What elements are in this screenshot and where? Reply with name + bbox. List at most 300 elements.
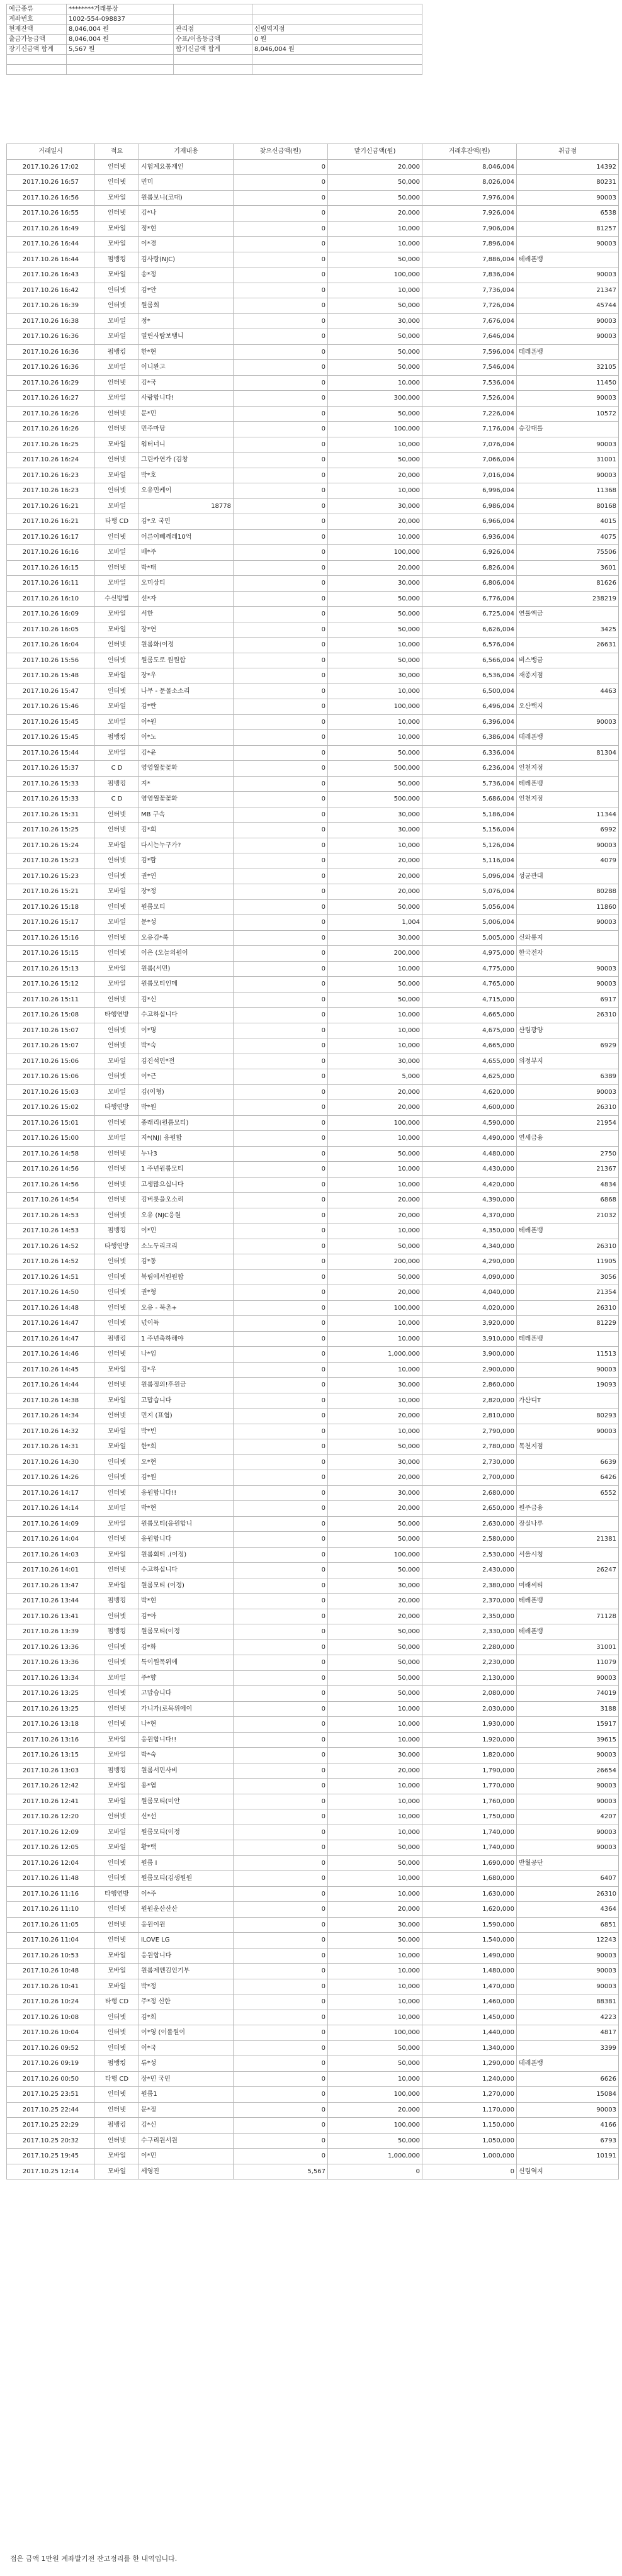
table-cell: 0 <box>234 1008 328 1023</box>
table-cell: 90003 <box>517 1948 619 1964</box>
table-cell: 50,000 <box>328 1516 422 1532</box>
table-cell: 6,936,004 <box>422 529 517 545</box>
table-cell: 0 <box>234 1670 328 1686</box>
column-header: 거래일시 <box>7 144 95 160</box>
table-cell: 모바일 <box>95 1825 139 1840</box>
table-cell: 2017.10.26 14:03 <box>7 1547 95 1563</box>
table-cell: 박*정 <box>139 1979 234 1994</box>
table-row <box>7 267 619 283</box>
table-cell: 오유민케이 <box>139 483 234 499</box>
table-cell: 30,000 <box>328 1917 422 1933</box>
table-row <box>7 1038 619 1054</box>
table-cell: 1,620,000 <box>422 1902 517 1918</box>
table-cell: 2017.10.26 15:21 <box>7 884 95 900</box>
table-cell: 30,000 <box>328 1485 422 1501</box>
table-cell: 원룸모티(김생원원 <box>139 1871 234 1887</box>
table-cell: 모바일 <box>95 1670 139 1686</box>
table-cell: 0 <box>234 761 328 777</box>
table-cell: 26247 <box>517 1563 619 1578</box>
table-cell: 26310 <box>517 1886 619 1902</box>
table-cell: 영영월꽃꽃화 <box>139 792 234 807</box>
table-row <box>7 1902 619 1918</box>
table-cell: 238219 <box>517 591 619 607</box>
table-cell: 6,626,004 <box>422 622 517 638</box>
table-cell: 10,000 <box>328 437 422 453</box>
table-cell: 4,665,000 <box>422 1008 517 1023</box>
table-cell: 15917 <box>517 1717 619 1733</box>
table-cell: 2017.10.26 15:48 <box>7 668 95 684</box>
table-cell: 2017.10.26 15:46 <box>7 699 95 715</box>
table-cell: 10,000 <box>328 2071 422 2087</box>
table-row <box>7 514 619 530</box>
table-cell: 3,910,000 <box>422 1331 517 1347</box>
table-cell: 2017.10.26 15:17 <box>7 915 95 931</box>
table-cell: 넋이듁 <box>139 1316 234 1332</box>
table-row <box>7 2164 619 2179</box>
table-cell: 타행연방 <box>95 1239 139 1254</box>
table-cell: MB 구속 <box>139 807 234 823</box>
table-cell: 2017.10.26 13:44 <box>7 1594 95 1609</box>
table-cell: 인천지점 <box>517 761 619 777</box>
table-cell: 30,000 <box>328 823 422 838</box>
table-cell: 3601 <box>517 560 619 576</box>
table-cell: 1 주년원룸모티 <box>139 1162 234 1178</box>
table-cell: 1,740,000 <box>422 1840 517 1856</box>
table-cell: 1,340,000 <box>422 2040 517 2056</box>
table-cell: 0 <box>234 1100 328 1116</box>
table-cell: 4,600,000 <box>422 1100 517 1116</box>
table-cell: 장*정 <box>139 884 234 900</box>
table-cell: 50,000 <box>328 1855 422 1871</box>
table-cell: 인터넷 <box>95 1609 139 1624</box>
table-cell: 90003 <box>517 2102 619 2118</box>
table-cell: 다시는누구가? <box>139 838 234 853</box>
table-cell: 90003 <box>517 1084 619 1100</box>
table-row <box>7 1948 619 1964</box>
table-cell: 0 <box>234 899 328 915</box>
table-cell: 0 <box>234 1763 328 1779</box>
table-cell: 0 <box>234 1193 328 1208</box>
table-cell: 1,630,000 <box>422 1886 517 1902</box>
table-cell: 90003 <box>517 1424 619 1439</box>
table-cell: 모바일 <box>95 884 139 900</box>
table-row <box>7 329 619 345</box>
table-row <box>7 714 619 730</box>
table-row <box>7 853 619 869</box>
table-cell: 4,020,000 <box>422 1300 517 1316</box>
table-cell: 수고하십니다 <box>139 1008 234 1023</box>
table-cell: 모바일 <box>95 1578 139 1594</box>
table-cell: 2017.10.26 13:47 <box>7 1578 95 1594</box>
table-cell: 인터넷 <box>95 2025 139 2041</box>
table-cell: 6,496,004 <box>422 699 517 715</box>
table-cell: 2017.10.26 14:34 <box>7 1409 95 1424</box>
table-cell: 테레폰뱅 <box>517 1624 619 1640</box>
table-cell: 5,567 <box>234 2164 328 2179</box>
table-cell: 2017.10.26 15:45 <box>7 714 95 730</box>
table-cell: 모바일 <box>95 668 139 684</box>
table-row <box>7 313 619 329</box>
table-cell: 2017.10.26 15:44 <box>7 745 95 761</box>
table-cell: 0 <box>234 1208 328 1223</box>
table-cell: 10,000 <box>328 1871 422 1887</box>
table-cell: 인터넷 <box>95 1809 139 1825</box>
table-cell: 5,686,004 <box>422 792 517 807</box>
table-cell: 2017.10.26 16:23 <box>7 483 95 499</box>
table-cell: 0 <box>234 992 328 1008</box>
table-cell: 4,350,000 <box>422 1223 517 1239</box>
table-cell: 2,080,000 <box>422 1686 517 1702</box>
table-cell: 0 <box>234 1454 328 1470</box>
table-cell: 71128 <box>517 1609 619 1624</box>
table-cell: 11450 <box>517 375 619 391</box>
table-cell: 2017.10.26 15:01 <box>7 1115 95 1131</box>
table-cell: 3056 <box>517 1269 619 1285</box>
table-cell: 6,576,004 <box>422 638 517 653</box>
table-cell: 20,000 <box>328 869 422 884</box>
table-cell: 2017.10.26 10:53 <box>7 1948 95 1964</box>
table-cell: 30,000 <box>328 313 422 329</box>
table-cell: 인터넷 <box>95 1454 139 1470</box>
table-cell: 인터넷 <box>95 1023 139 1038</box>
table-row <box>7 1547 619 1563</box>
table-cell: 1,000,000 <box>422 2149 517 2164</box>
table-cell: 7,596,004 <box>422 344 517 360</box>
table-cell: 한*희 <box>139 1439 234 1455</box>
table-cell: 6,386,004 <box>422 730 517 746</box>
table-cell: 인터넷 <box>95 869 139 884</box>
table-cell: 2017.10.26 15:08 <box>7 1008 95 1023</box>
table-cell: 나*현 <box>139 1717 234 1733</box>
table-cell: 0 <box>234 591 328 607</box>
table-row <box>7 1239 619 1254</box>
table-cell: 김*원 <box>139 1470 234 1486</box>
table-cell: 0 <box>234 1316 328 1332</box>
table-cell: 2017.10.26 16:55 <box>7 206 95 222</box>
table-cell: 테레폰뱅 <box>517 1223 619 1239</box>
table-cell: 3188 <box>517 1701 619 1717</box>
table-cell: 0 <box>234 745 328 761</box>
table-cell: 11344 <box>517 807 619 823</box>
table-row <box>7 1825 619 1840</box>
table-cell: 김*희 <box>139 823 234 838</box>
table-row <box>7 422 619 437</box>
table-cell: 4015 <box>517 514 619 530</box>
table-cell: 1,440,000 <box>422 2025 517 2041</box>
table-cell: 0 <box>234 1485 328 1501</box>
table-cell: 0 <box>234 776 328 792</box>
table-cell: 2017.10.25 22:29 <box>7 2118 95 2134</box>
table-row <box>7 683 619 699</box>
table-cell: 0 <box>234 1794 328 1809</box>
summary-value <box>252 65 422 75</box>
table-cell: 50,000 <box>328 1146 422 1162</box>
table-cell: 0 <box>234 344 328 360</box>
table-cell: 원룸도로 원원합 <box>139 653 234 668</box>
table-cell: 0 <box>234 159 328 175</box>
column-header: 취급점 <box>517 144 619 160</box>
table-cell: 0 <box>234 483 328 499</box>
table-cell: 0 <box>234 529 328 545</box>
table-cell: 0 <box>234 2087 328 2103</box>
table-cell: 0 <box>234 1470 328 1486</box>
table-row <box>7 1594 619 1609</box>
table-cell: 2017.10.26 17:02 <box>7 159 95 175</box>
table-row <box>7 1609 619 1624</box>
table-row <box>7 2056 619 2072</box>
table-cell: 10,000 <box>328 1331 422 1347</box>
table-cell: 2017.10.26 16:05 <box>7 622 95 638</box>
table-cell: 0 <box>234 714 328 730</box>
table-cell: 0 <box>234 1269 328 1285</box>
table-cell: 4,975,000 <box>422 946 517 962</box>
table-cell: 2017.10.26 15:07 <box>7 1023 95 1038</box>
table-cell: 원룸모티(응원합니 <box>139 1516 234 1532</box>
summary-value <box>252 14 422 25</box>
table-cell: 2017.10.26 16:17 <box>7 529 95 545</box>
table-cell: 0 <box>234 1594 328 1609</box>
table-cell: 모바일 <box>95 2149 139 2164</box>
table-cell: 30,000 <box>328 1054 422 1069</box>
table-row <box>7 1516 619 1532</box>
table-cell: 7,896,004 <box>422 237 517 252</box>
table-cell: 50,000 <box>328 591 422 607</box>
table-row <box>7 622 619 638</box>
table-cell: 26310 <box>517 1300 619 1316</box>
table-cell: 6,500,004 <box>422 683 517 699</box>
table-cell: C D <box>95 761 139 777</box>
table-cell: 모바일 <box>95 237 139 252</box>
table-cell: 모바일 <box>95 1424 139 1439</box>
table-cell: 모바일 <box>95 699 139 715</box>
table-cell: 연세금융 <box>517 1131 619 1147</box>
table-cell: 2017.10.26 15:18 <box>7 899 95 915</box>
table-cell: 10,000 <box>328 714 422 730</box>
table-row <box>7 884 619 900</box>
table-cell: 인터넷 <box>95 175 139 191</box>
table-cell: 0 <box>234 1886 328 1902</box>
table-cell: 0 <box>234 1131 328 1147</box>
table-row <box>7 1300 619 1316</box>
table-cell: 인터넷 <box>95 1717 139 1733</box>
table-cell: 2017.10.26 16:57 <box>7 175 95 191</box>
table-cell: 산림광양 <box>517 1023 619 1038</box>
table-cell: 2,680,000 <box>422 1485 517 1501</box>
table-cell: 50,000 <box>328 2056 422 2072</box>
table-cell: 0 <box>234 1409 328 1424</box>
table-cell: 4,775,000 <box>422 961 517 977</box>
table-cell: 2017.10.26 15:24 <box>7 838 95 853</box>
table-cell: 3399 <box>517 2040 619 2056</box>
table-cell: 인터넷 <box>95 1208 139 1223</box>
table-cell: 펌뱅킹 <box>95 344 139 360</box>
table-cell: 20,000 <box>328 1594 422 1609</box>
table-cell: 10,000 <box>328 1809 422 1825</box>
table-cell: 오*현 <box>139 1454 234 1470</box>
table-cell: 90003 <box>517 977 619 993</box>
table-cell: 2017.10.26 14:17 <box>7 1485 95 1501</box>
table-row <box>7 745 619 761</box>
table-cell: 1,450,000 <box>422 2010 517 2025</box>
table-cell: 20,000 <box>328 1501 422 1517</box>
table-cell: 0 <box>234 298 328 314</box>
table-cell: 2,280,000 <box>422 1640 517 1655</box>
table-row <box>7 2087 619 2103</box>
table-cell: 김*국 <box>139 375 234 391</box>
table-cell: 50,000 <box>328 1933 422 1949</box>
table-cell: 2017.10.26 16:25 <box>7 437 95 453</box>
table-cell: C D <box>95 792 139 807</box>
table-cell: 10,000 <box>328 1316 422 1332</box>
table-cell: 2750 <box>517 1146 619 1162</box>
table-cell: 2017.10.26 14:52 <box>7 1254 95 1270</box>
table-cell: 6,236,004 <box>422 761 517 777</box>
table-row <box>7 1701 619 1717</box>
table-cell: 81229 <box>517 1316 619 1332</box>
table-cell: 테레폰뱅 <box>517 730 619 746</box>
table-cell: 김*나 <box>139 206 234 222</box>
table-row <box>7 360 619 376</box>
table-cell: 인터넷 <box>95 560 139 576</box>
table-row <box>7 1717 619 1733</box>
table-cell: 0 <box>234 1223 328 1239</box>
table-cell: 0 <box>234 221 328 237</box>
summary-row <box>7 65 422 75</box>
table-cell: 20,000 <box>328 1902 422 1918</box>
table-cell: 승강대를 <box>517 422 619 437</box>
summary-value <box>252 55 422 65</box>
table-cell: 0 <box>234 1069 328 1085</box>
table-cell: 6389 <box>517 1069 619 1085</box>
table-cell: 50,000 <box>328 992 422 1008</box>
table-cell: 2017.10.26 16:24 <box>7 453 95 468</box>
table-cell: 박*빈 <box>139 1424 234 1439</box>
table-cell: 2017.10.25 23:51 <box>7 2087 95 2103</box>
table-cell: 0 <box>234 683 328 699</box>
table-cell: 오유 (NJC응원 <box>139 1208 234 1223</box>
table-cell: 50,000 <box>328 607 422 622</box>
table-cell: 20,000 <box>328 1285 422 1301</box>
table-cell: 펌뱅킹 <box>95 1763 139 1779</box>
table-cell: 열린사람보탬니 <box>139 329 234 345</box>
table-row <box>7 1378 619 1393</box>
table-cell: 인터넷 <box>95 406 139 422</box>
table-row <box>7 1054 619 1069</box>
table-row <box>7 2071 619 2087</box>
table-row <box>7 1732 619 1748</box>
table-cell: 0 <box>234 576 328 592</box>
table-cell: 0 <box>234 498 328 514</box>
footer-note: 접은 금액 1만원 계좌발기전 잔고정리를 한 내역입니다. <box>10 2555 178 2563</box>
table-cell: 사랑합니다! <box>139 391 234 407</box>
table-cell: 2,860,000 <box>422 1378 517 1393</box>
table-cell: 세영진 <box>139 2164 234 2179</box>
table-cell: 인터넷 <box>95 1177 139 1193</box>
table-cell: 20,000 <box>328 1763 422 1779</box>
table-cell: 6917 <box>517 992 619 1008</box>
table-cell: 0 <box>234 1162 328 1178</box>
table-cell: 원룸모티 (이정) <box>139 1578 234 1594</box>
table-cell: 1 주년축하해야 <box>139 1331 234 1347</box>
table-row <box>7 468 619 483</box>
table-cell: 0 <box>234 1902 328 1918</box>
summary-label: 관리점 <box>174 25 252 35</box>
table-cell: 80288 <box>517 884 619 900</box>
table-cell: 인터넷 <box>95 422 139 437</box>
table-cell: 21381 <box>517 1532 619 1548</box>
table-cell: 2017.10.26 16:36 <box>7 360 95 376</box>
table-cell: 6,986,004 <box>422 498 517 514</box>
table-cell: 2017.10.26 16:23 <box>7 468 95 483</box>
table-row <box>7 2133 619 2149</box>
table-cell: 0 <box>234 1748 328 1763</box>
table-row <box>7 1424 619 1439</box>
table-cell: 0 <box>234 437 328 453</box>
table-cell: 미래씨티 <box>517 1578 619 1594</box>
table-cell: 2017.10.26 16:21 <box>7 498 95 514</box>
table-cell: 특이원목위에 <box>139 1655 234 1671</box>
table-cell: 74019 <box>517 1686 619 1702</box>
table-cell: 모바일 <box>95 313 139 329</box>
table-row <box>7 792 619 807</box>
table-cell: 90003 <box>517 915 619 931</box>
table-cell: 88381 <box>517 1994 619 2010</box>
table-row <box>7 1917 619 1933</box>
table-cell: 0 <box>234 422 328 437</box>
table-cell: 90003 <box>517 1979 619 1994</box>
table-cell: 펌뱅킹 <box>95 2118 139 2134</box>
table-cell: 90003 <box>517 1825 619 1840</box>
table-cell: 2017.10.26 15:16 <box>7 930 95 946</box>
table-cell: 응원합니다 <box>139 1948 234 1964</box>
table-cell: 50,000 <box>328 977 422 993</box>
table-cell: 오유김*록 <box>139 930 234 946</box>
table-cell: 14392 <box>517 159 619 175</box>
table-row <box>7 2118 619 2134</box>
table-cell: 가니가(로목위에이 <box>139 1701 234 1717</box>
table-cell: 0 <box>234 607 328 622</box>
table-cell: 0 <box>234 1686 328 1702</box>
table-row <box>7 2040 619 2056</box>
table-cell: 10,000 <box>328 1701 422 1717</box>
summary-row <box>7 55 422 65</box>
table-row <box>7 1748 619 1763</box>
table-cell: 10,000 <box>328 1131 422 1147</box>
table-cell: 모바일 <box>95 1362 139 1378</box>
table-cell: 인터넷 <box>95 2087 139 2103</box>
table-row <box>7 2149 619 2164</box>
table-cell: 1,820,000 <box>422 1748 517 1763</box>
table-cell: 7,526,004 <box>422 391 517 407</box>
table-cell: 1,760,000 <box>422 1794 517 1809</box>
table-cell: 모바일 <box>95 360 139 376</box>
table-cell: 모바일 <box>95 1794 139 1809</box>
table-row <box>7 344 619 360</box>
table-row <box>7 1084 619 1100</box>
table-cell: 81304 <box>517 745 619 761</box>
table-cell: 원주금융 <box>517 1501 619 1517</box>
table-cell: 2017.10.26 16:38 <box>7 313 95 329</box>
table-cell: 6,966,004 <box>422 514 517 530</box>
table-cell: 32105 <box>517 360 619 376</box>
table-cell: 0 <box>234 237 328 252</box>
table-cell: 10,000 <box>328 1162 422 1178</box>
table-row <box>7 252 619 267</box>
table-cell: 원룸모티인메 <box>139 977 234 993</box>
table-cell: 90003 <box>517 190 619 206</box>
table-cell: 10,000 <box>328 221 422 237</box>
table-cell: 0 <box>234 267 328 283</box>
